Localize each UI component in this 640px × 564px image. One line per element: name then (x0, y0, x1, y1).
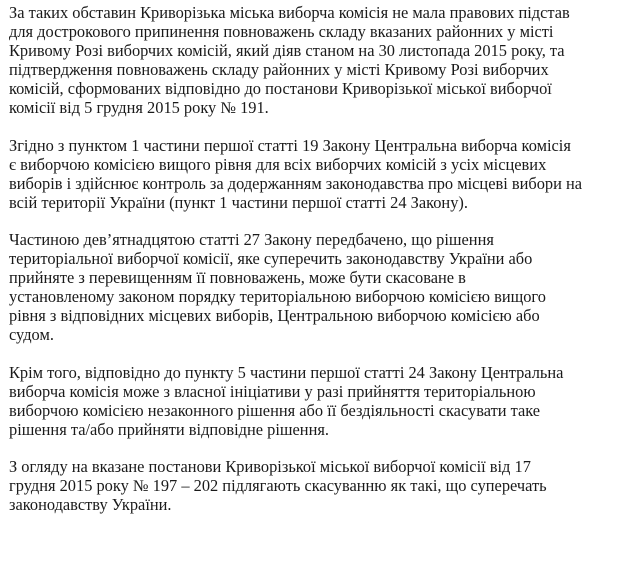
text-line: є виборчою комісією вищого рівня для всіх виборчих комісій з усіх місцевих (9, 154, 547, 174)
text-line: рівня з відповідних місцевих виборів, Центральною виборчою комісією або (9, 306, 540, 326)
text-line: для дострокового припинення повноважень складу вказаних районних у місті (9, 22, 554, 42)
text-line: комісії від 5 грудня 2015 року № 191. (9, 98, 269, 118)
document-body (9, 3, 635, 514)
text-line: грудня 2015 року № 197 – 202 підлягають скасуванню як такі, що суперечать (9, 475, 547, 495)
text-line: виборів і здійснює контроль за додержанням законодавства про місцеві вибори на (9, 173, 583, 193)
text-line: всій території України (пункт 1 частини першої статті 24 Закону). (9, 192, 468, 212)
paragraph-spacer (9, 212, 635, 230)
text-line: виборчою комісією незаконного рішення або її бездіяльності скасувати таке (9, 400, 541, 420)
text-line: Кривому Розі виборчих комісій, який діяв станом на 30 листопада 2015 року, та (9, 41, 565, 61)
paragraph-spacer (9, 118, 635, 136)
text-line: підтвердження повноважень складу районних у місті Кривому Розі виборчих (9, 60, 549, 80)
text-line: законодавству України. (9, 495, 172, 515)
text-line: територіальної виборчої комісії, яке суперечить законодавству України або (9, 249, 533, 269)
text-line: установленому законом порядку територіальною виборчою комісією вищого (9, 287, 546, 307)
text-line: комісій, сформованих відповідно до постанови Криворізької міської виборчої (9, 79, 552, 99)
text-line: рішення та/або прийняти відповідне рішення. (9, 419, 329, 439)
paragraph-4 (9, 363, 635, 439)
paragraph-3 (9, 230, 635, 345)
text-line: З огляду на вказане постанови Криворізької міської виборчої комісії від 17 (9, 456, 531, 476)
paragraph-1 (9, 3, 635, 118)
text-line: прийняте з перевищенням її повноважень, може бути скасоване в (9, 268, 466, 288)
text-line: виборча комісія може з власної ініціативи у разі прийняття територіальною (9, 381, 536, 401)
text-line: Частиною дев’ятнадцятою статті 27 Закону передбачено, що рішення (9, 229, 494, 249)
text-line: Крім того, відповідно до пункту 5 частини першої статті 24 Закону Центральна (9, 362, 564, 382)
text-line: Згідно з пунктом 1 частини першої статті 19 Закону Центральна виборча комісія (9, 135, 571, 155)
text-line: За таких обставин Криворізька міська виборча комісія не мала правових підстав (9, 3, 570, 22)
text-line: судом. (9, 325, 54, 345)
paragraph-spacer (9, 345, 635, 363)
paragraph-2 (9, 136, 635, 212)
paragraph-5 (9, 457, 635, 514)
paragraph-spacer (9, 439, 635, 457)
